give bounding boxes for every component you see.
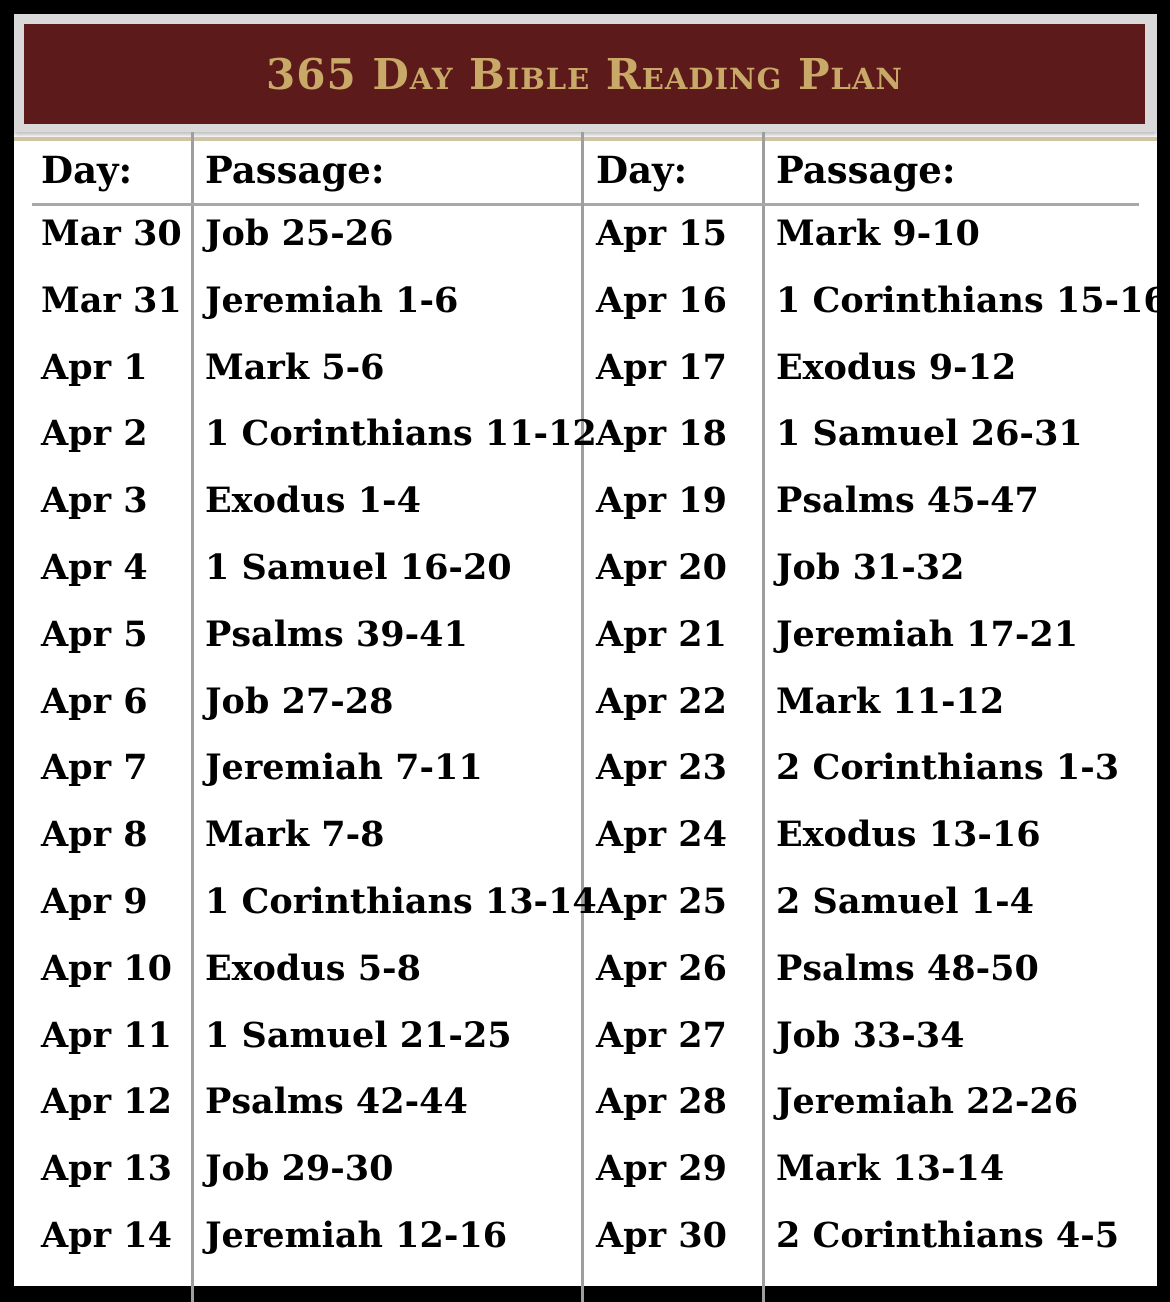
header-rule-left [32, 203, 581, 206]
table-row-passage: 2 Samuel 1-4 [776, 881, 1034, 922]
table-row-day: Apr 28 [596, 1081, 727, 1122]
table-row-passage: Mark 9-10 [776, 213, 980, 254]
table-row-day: Apr 6 [41, 681, 148, 722]
table-row-day: Apr 20 [596, 547, 727, 588]
column-divider-right-day [762, 132, 765, 1302]
table-row-passage: 1 Samuel 16-20 [205, 547, 512, 588]
table-row-passage: Job 29-30 [205, 1148, 394, 1189]
table-row-day: Mar 30 [41, 213, 182, 254]
table-row-passage: Jeremiah 12-16 [205, 1215, 508, 1256]
table-row-day: Apr 15 [596, 213, 727, 254]
table-row-day: Mar 31 [41, 280, 182, 321]
table-row-day: Apr 9 [41, 881, 148, 922]
table-row-day: Apr 27 [596, 1015, 727, 1056]
title-banner [24, 24, 1145, 124]
table-row-passage: 1 Corinthians 15-16 [776, 280, 1168, 321]
table-row-passage: Exodus 1-4 [205, 480, 421, 521]
page-title: 365 Day Bible Reading Plan [266, 49, 903, 99]
table-row-passage: Job 25-26 [205, 213, 394, 254]
table-row-day: Apr 24 [596, 814, 727, 855]
header-passage-right: Passage: [776, 148, 956, 192]
table-row-passage: 1 Corinthians 11-12 [205, 413, 597, 454]
table-row-passage: Job 33-34 [776, 1015, 965, 1056]
table-row-day: Apr 21 [596, 614, 727, 655]
table-row-day: Apr 1 [41, 347, 148, 388]
table-row-passage: 2 Corinthians 1-3 [776, 747, 1120, 788]
table-row-day: Apr 16 [596, 280, 727, 321]
table-row-day: Apr 17 [596, 347, 727, 388]
table-row-passage: 1 Samuel 26-31 [776, 413, 1083, 454]
table-row-passage: Exodus 5-8 [205, 948, 421, 989]
table-row-day: Apr 19 [596, 480, 727, 521]
table-row-passage: Jeremiah 7-11 [205, 747, 483, 788]
table-row-passage: Mark 7-8 [205, 814, 385, 855]
column-divider-center [581, 132, 584, 1302]
table-row-day: Apr 22 [596, 681, 727, 722]
table-row-passage: Psalms 42-44 [205, 1081, 468, 1122]
table-row-passage: Psalms 39-41 [205, 614, 468, 655]
title-underline [14, 137, 1157, 141]
table-row-day: Apr 30 [596, 1215, 727, 1256]
header-passage-left: Passage: [205, 148, 385, 192]
table-row-day: Apr 5 [41, 614, 148, 655]
header-day-right: Day: [596, 148, 688, 192]
table-row-day: Apr 8 [41, 814, 148, 855]
table-row-day: Apr 29 [596, 1148, 727, 1189]
table-row-passage: Psalms 45-47 [776, 480, 1039, 521]
table-row-passage: Mark 5-6 [205, 347, 385, 388]
table-row-passage: Exodus 13-16 [776, 814, 1041, 855]
table-row-passage: Jeremiah 1-6 [205, 280, 459, 321]
table-row-day: Apr 7 [41, 747, 148, 788]
table-row-passage: Mark 13-14 [776, 1148, 1005, 1189]
table-row-passage: Job 27-28 [205, 681, 394, 722]
table-row-passage: Mark 11-12 [776, 681, 1005, 722]
table-row-passage: 1 Samuel 21-25 [205, 1015, 512, 1056]
table-row-day: Apr 26 [596, 948, 727, 989]
table-row-passage: Exodus 9-12 [776, 347, 1017, 388]
column-divider-left-day [191, 132, 194, 1302]
table-row-passage: Jeremiah 22-26 [776, 1081, 1079, 1122]
table-row-day: Apr 12 [41, 1081, 172, 1122]
table-row-passage: 1 Corinthians 13-14 [205, 881, 597, 922]
table-row-day: Apr 23 [596, 747, 727, 788]
table-row-day: Apr 14 [41, 1215, 172, 1256]
table-row-day: Apr 13 [41, 1148, 172, 1189]
table-row-day: Apr 25 [596, 881, 727, 922]
header-day-left: Day: [41, 148, 133, 192]
table-row-day: Apr 10 [41, 948, 172, 989]
table-row-day: Apr 18 [596, 413, 727, 454]
table-row-passage: Jeremiah 17-21 [776, 614, 1079, 655]
table-row-day: Apr 11 [41, 1015, 172, 1056]
table-row-passage: Job 31-32 [776, 547, 965, 588]
table-row-passage: Psalms 48-50 [776, 948, 1039, 989]
table-row-passage: 2 Corinthians 4-5 [776, 1215, 1120, 1256]
header-rule-right [584, 203, 1139, 206]
table-row-day: Apr 2 [41, 413, 148, 454]
table-row-day: Apr 4 [41, 547, 148, 588]
table-row-day: Apr 3 [41, 480, 148, 521]
